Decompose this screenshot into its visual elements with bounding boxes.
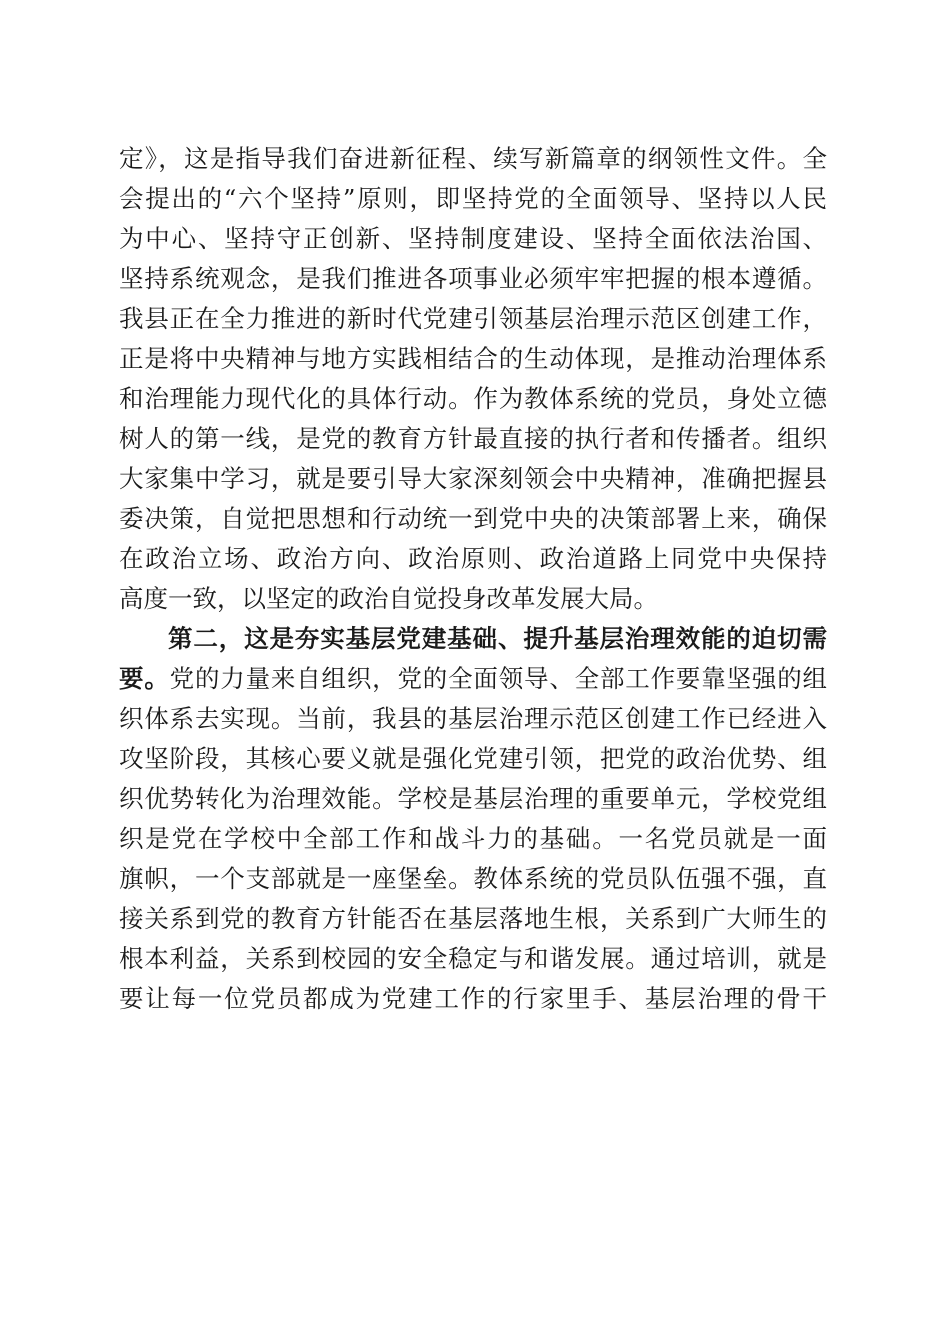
text-line: 织优势转化为治理效能。学校是基层治理的重要单元，学校党组 bbox=[119, 784, 827, 813]
text-span: 党的力量来自组织，党的全面领导、全部工作要靠坚强的组 bbox=[169, 664, 827, 693]
text-line: 接关系到党的教育方针能否在基层落地生根，关系到广大师生的 bbox=[119, 904, 827, 933]
text-line: 和治理能力现代化的具体行动。作为教体系统的党员，身处立德 bbox=[119, 384, 827, 413]
text-line: 旗帜，一个支部就是一座堡垒。教体系统的党员队伍强不强，直 bbox=[119, 864, 827, 893]
text-line: 我县正在全力推进的新时代党建引领基层治理示范区创建工作， bbox=[119, 304, 827, 333]
text-line: 要让每一位党员都成为党建工作的行家里手、基层治理的骨干 bbox=[119, 984, 827, 1013]
section-heading-line: 第二，这是夯实基层党建基础、提升基层治理效能的迫切需 bbox=[168, 624, 827, 653]
text-line: 委决策，自觉把思想和行动统一到党中央的决策部署上来，确保 bbox=[119, 504, 827, 533]
paragraph-1 bbox=[119, 139, 827, 619]
text-line: 坚持系统观念，是我们推进各项事业必须牢牢把握的根本遵循。 bbox=[119, 264, 827, 293]
paragraph-2 bbox=[119, 619, 827, 1019]
text-line: 大家集中学习，就是要引导大家深刻领会中央精神，准确把握县 bbox=[119, 464, 827, 493]
text-line: 在政治立场、政治方向、政治原则、政治道路上同党中央保持 bbox=[119, 544, 827, 573]
text-line: 根本利益，关系到校园的安全稳定与和谐发展。通过培训，就是 bbox=[119, 944, 827, 973]
text-line: 树人的第一线，是党的教育方针最直接的执行者和传播者。组织 bbox=[119, 424, 827, 453]
document-body bbox=[119, 139, 827, 1019]
text-line: 攻坚阶段，其核心要义就是强化党建引领，把党的政治优势、组 bbox=[119, 744, 827, 773]
text-line bbox=[119, 659, 827, 699]
text-line: 正是将中央精神与地方实践相结合的生动体现，是推动治理体系 bbox=[119, 344, 827, 373]
text-line: 高度一致，以坚定的政治自觉投身改革发展大局。 bbox=[119, 584, 658, 613]
text-line: 织是党在学校中全部工作和战斗力的基础。一名党员就是一面 bbox=[119, 824, 827, 853]
text-line: 为中心、坚持守正创新、坚持制度建设、坚持全面依法治国、 bbox=[119, 224, 827, 253]
text-line: 定》，这是指导我们奋进新征程、续写新篇章的纲领性文件。全 bbox=[119, 144, 827, 173]
text-line: 会提出的“六个坚持”原则，即坚持党的全面领导、坚持以人民 bbox=[119, 184, 827, 213]
section-heading-end: 要。 bbox=[119, 664, 170, 693]
text-line: 织体系去实现。当前，我县的基层治理示范区创建工作已经进入 bbox=[119, 704, 827, 733]
